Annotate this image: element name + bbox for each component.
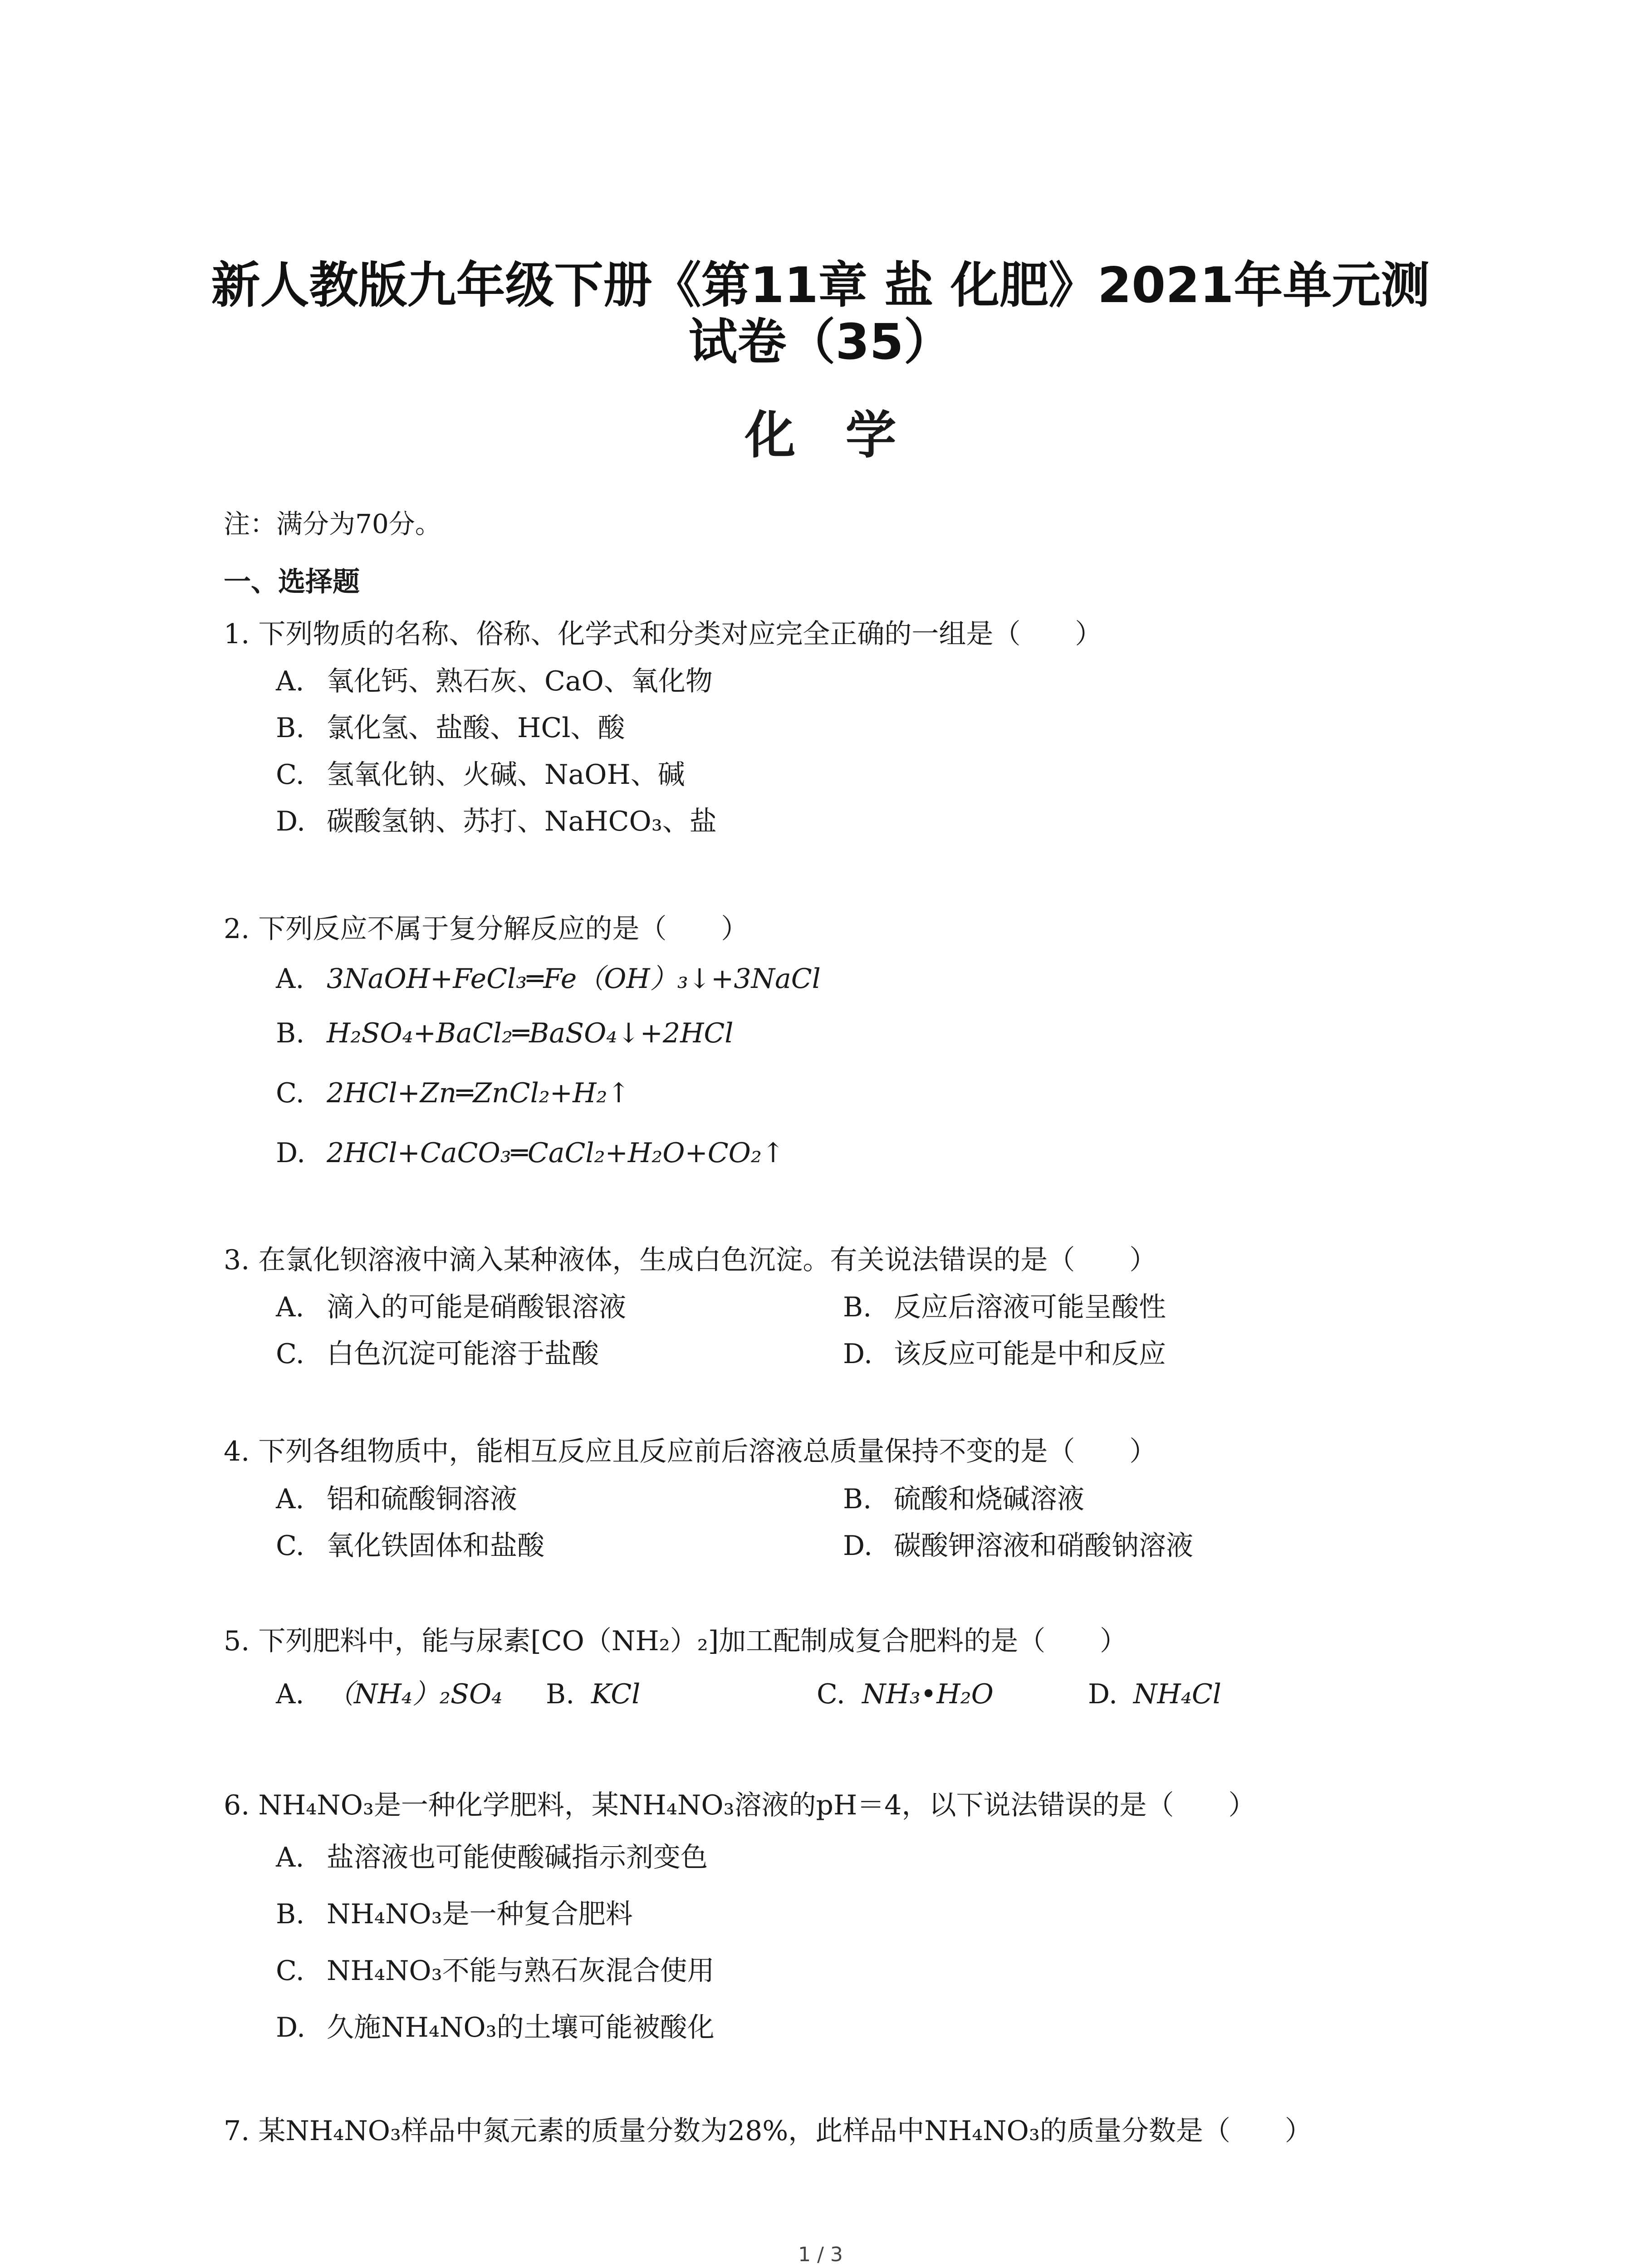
question-3-option-c [276, 1336, 599, 1372]
option-label: D. [843, 1530, 873, 1562]
question-5-option-b [546, 1676, 640, 1712]
option-text: NH₄Cl [1133, 1678, 1221, 1710]
question-5-stem: 5. 下列肥料中，能与尿素[CO（NH₂）₂]加工配制成复合肥料的是（ ） [224, 1625, 1127, 1657]
question-5-option-a [276, 1676, 502, 1712]
question-4-option-c [276, 1528, 544, 1564]
option-label: B. [843, 1291, 872, 1323]
option-text: 盐溶液也可能使酸碱指示剂变色 [327, 1842, 708, 1873]
section-heading: 一、选择题 [224, 566, 360, 598]
question-5-option-d [1088, 1676, 1221, 1712]
option-label: A. [276, 1291, 304, 1323]
option-text: 碳酸钾溶液和硝酸钠溶液 [894, 1530, 1193, 1562]
option-label: D. [843, 1338, 873, 1370]
option-label: A. [276, 665, 304, 697]
option-text: 反应后溶液可能呈酸性 [894, 1291, 1166, 1323]
option-label: C. [276, 1077, 304, 1109]
question-1-option-a [276, 663, 713, 699]
question-2-stem: 2. 下列反应不属于复分解反应的是（ ） [224, 913, 749, 945]
option-text: 硫酸和烧碱溶液 [894, 1483, 1084, 1515]
option-label: C. [276, 1338, 304, 1370]
question-6-stem: 6. NH₄NO₃是一种化学肥料，某NH₄NO₃溶液的pH＝4，以下说法错误的是（ ） [224, 1789, 1256, 1821]
option-label: A. [276, 963, 304, 995]
option-text: （NH₄）₂SO₄ [327, 1678, 503, 1710]
question-2-option-c [276, 1075, 630, 1111]
option-label: B. [276, 1017, 305, 1049]
option-text: NH₃•H₂O [862, 1678, 994, 1710]
question-4-option-b [843, 1481, 1084, 1517]
option-text: 2HCl+CaCO₃═CaCl₂+H₂O+CO₂↑ [327, 1137, 785, 1169]
option-label: C. [276, 1530, 304, 1562]
option-label: D. [276, 806, 306, 837]
option-text: 氢氧化钠、火碱、NaOH、碱 [327, 759, 685, 791]
option-label: C. [276, 1955, 304, 1987]
option-label: A. [276, 1842, 304, 1873]
question-5-option-c [817, 1676, 994, 1712]
option-text: 白色沉淀可能溶于盐酸 [327, 1338, 599, 1370]
option-text: 氧化钙、熟石灰、CaO、氧化物 [327, 665, 713, 697]
option-text: 3NaOH+FeCl₃═Fe（OH）₃↓+3NaCl [327, 963, 821, 995]
option-text: 铝和硫酸铜溶液 [327, 1483, 517, 1515]
option-text: 氯化氢、盐酸、HCl、酸 [327, 712, 625, 744]
option-label: D. [276, 1137, 306, 1169]
option-label: B. [276, 712, 305, 744]
question-1-option-b [276, 710, 625, 746]
option-text: 2HCl+Zn═ZnCl₂+H₂↑ [327, 1077, 630, 1109]
option-label: A. [276, 1678, 304, 1710]
option-text: H₂SO₄+BaCl₂═BaSO₄↓+2HCl [327, 1017, 734, 1049]
question-1-option-d [276, 803, 717, 840]
question-6-option-b [276, 1896, 633, 1932]
question-4-option-d [843, 1528, 1193, 1564]
title-line-2: 试卷（35） [688, 314, 953, 371]
question-3-option-a [276, 1289, 626, 1325]
question-3-stem: 3. 在氯化钡溶液中滴入某种液体，生成白色沉淀。有关说法错误的是（ ） [224, 1244, 1157, 1276]
question-1-option-c [276, 757, 685, 793]
question-6-option-a [276, 1839, 708, 1876]
question-6-option-c [276, 1953, 715, 1989]
option-label: B. [276, 1898, 305, 1930]
question-3-option-d [843, 1336, 1166, 1372]
option-text: 久施NH₄NO₃的土壤可能被酸化 [327, 2012, 715, 2043]
option-text: 滴入的可能是硝酸银溶液 [327, 1291, 626, 1323]
option-text: 氧化铁固体和盐酸 [327, 1530, 544, 1562]
option-text: NH₄NO₃是一种复合肥料 [327, 1898, 633, 1930]
subject-heading: 化学 [745, 406, 946, 465]
option-text: NH₄NO₃不能与熟石灰混合使用 [327, 1955, 715, 1987]
question-4-option-a [276, 1481, 517, 1517]
question-6-option-d [276, 2009, 715, 2046]
question-4-stem: 4. 下列各组物质中，能相互反应且反应前后溶液总质量保持不变的是（ ） [224, 1436, 1157, 1467]
option-label: C. [276, 759, 304, 791]
option-label: D. [1088, 1678, 1118, 1710]
title-line-1: 新人教版九年级下册《第11章 盐 化肥》2021年单元测 [211, 257, 1430, 314]
option-label: A. [276, 1483, 304, 1515]
question-2-option-d [276, 1135, 784, 1171]
score-note: 注：满分为70分。 [224, 508, 441, 539]
option-text: 碳酸氢钠、苏打、NaHCO₃、盐 [327, 806, 717, 837]
question-2-option-b [276, 1015, 733, 1051]
page-number: 1 / 3 [798, 2243, 843, 2266]
question-3-option-b [843, 1289, 1166, 1325]
option-text: 该反应可能是中和反应 [894, 1338, 1166, 1370]
option-label: D. [276, 2012, 306, 2043]
option-label: B. [546, 1678, 575, 1710]
question-1-stem: 1. 下列物质的名称、俗称、化学式和分类对应完全正确的一组是（ ） [224, 618, 1102, 650]
option-label: C. [817, 1678, 845, 1710]
question-7-stem: 7. 某NH₄NO₃样品中氮元素的质量分数为28%，此样品中NH₄NO₃的质量分数是（ ） [224, 2115, 1312, 2147]
option-label: B. [843, 1483, 872, 1515]
question-2-option-a [276, 961, 821, 997]
option-text: KCl [591, 1678, 641, 1710]
